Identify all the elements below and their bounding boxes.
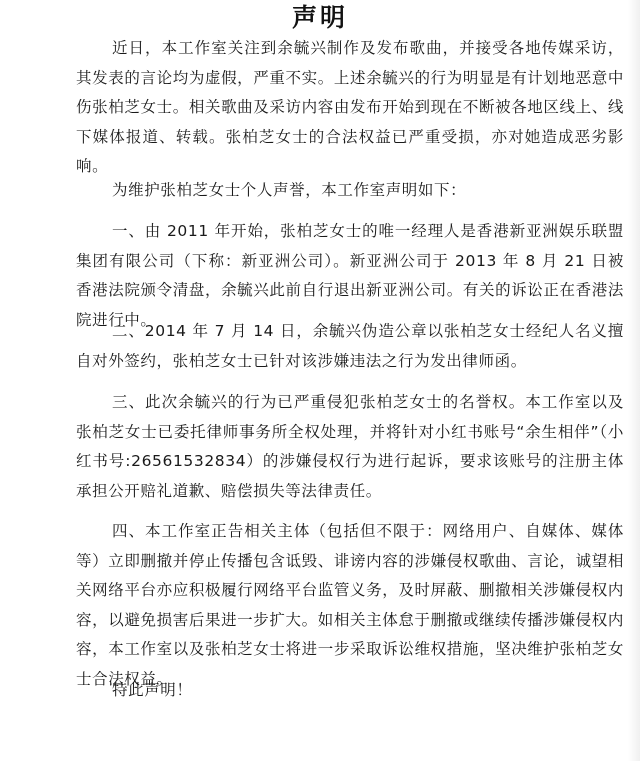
- paragraph-declaration-lead: 为维护张柏芝女士个人声誉，本工作室声明如下：: [112, 181, 467, 199]
- paragraph-point-1: 一、由 2011 年开始，张柏芝女士的唯一经理人是香港新亚洲娱乐联盟集团有限公司（下称：新亚洲公司）。新亚洲公司于 2013 年 8 月 21 日被香港法院颁令清盘，余毓兴此前自行退出新亚洲公司。有关的诉讼正在香港法院进行中。: [76, 222, 624, 329]
- document-title: 声明: [291, 3, 348, 32]
- paragraph-point-3: 三、此次余毓兴的行为已严重侵犯张柏芝女士的名誉权。本工作室以及张柏芝女士已委托律师事务所全权处理，并将针对小红书账号“余生相伴”（小红书号:2656153283​4）的涉嫌侵权行为进行起诉，要求该账号的注册主体承担公开赔礼道歉、赔偿损失等法律责任。: [76, 393, 624, 500]
- page-edge-shadow: [628, 0, 640, 761]
- paragraph-point-2: 二、2014 年 7 月 14 日，余毓兴伪造公章以张柏芝女士经纪人名义擅自对外签约，张柏芝女士已针对该涉嫌违法之行为发出律师函。: [76, 322, 624, 370]
- paragraph-point-4: 四、本工作室正告相关主体（包括但不限于：网络用户、自媒体、媒体等）立即删撤并停止传播包含诋毁、诽谤内容的涉嫌侵权歌曲、言论，诚望相关网络平台亦应积极履行网络平台监管义务，及时屏蔽、删撤相关涉嫌侵权内容，以避免损害后果进一步扩大。如相关主体怠于删撤或继续传播涉嫌侵权内容，本工作室以及张柏芝女士将进一步采取诉讼维权措施，坚决维护张柏芝女士合法权益。: [76, 522, 624, 688]
- paragraph-closing: 特此声明！: [112, 681, 193, 699]
- paragraph-intro: 近日，本工作室关注到余毓兴制作及发布歌曲，并接受各地传媒采访，其发表的言论均为虚假，严重不实。上述余毓兴的行为明显是有计划地恶意中伤张柏芝女士。相关歌曲及采访内容由发布开始到现在不断被各地区线上、线下媒体报道、转载。张柏芝女士的合法权益已严重受损，亦对她造成恶劣影响。: [76, 39, 624, 175]
